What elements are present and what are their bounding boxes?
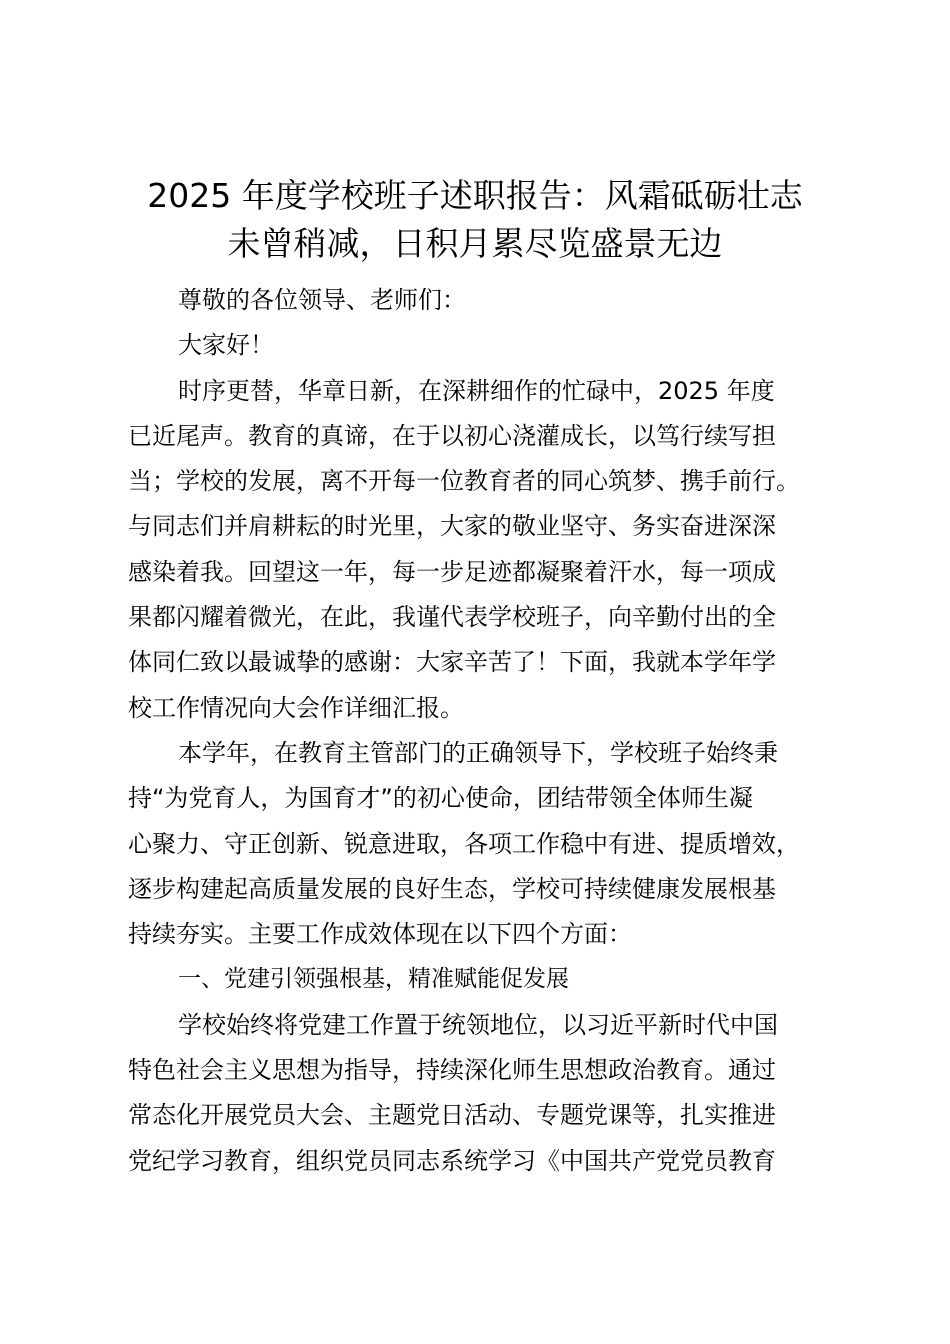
document-title: [110, 172, 840, 268]
document-body: [128, 278, 848, 1184]
greeting-line: 大家好！: [178, 331, 274, 360]
paragraph-line: 党纪学习教育，组织党员同志系统学习《中国共产党党员教育: [128, 1146, 776, 1175]
paragraph-line: 体同仁致以最诚挚的感谢：大家辛苦了！下面，我就本学年学: [128, 648, 776, 677]
paragraph-line: 本学年，在教育主管部门的正确领导下，学校班子始终秉: [178, 738, 778, 767]
section-heading: 一、党建引领强根基，精准赋能促发展: [178, 966, 569, 993]
title-line-2: 未曾稍减，日积月累尽览盛景无边: [227, 224, 723, 263]
paragraph-line: 学校始终将党建工作置于统领地位，以习近平新时代中国: [178, 1010, 778, 1039]
paragraph-line: 持续夯实。主要工作成效体现在以下四个方面：: [128, 920, 632, 949]
paragraph-line: 当；学校的发展，离不开每一位教育者的同心筑梦、携手前行。: [128, 467, 800, 496]
paragraph-line: 常态化开展党员大会、主题党日活动、专题党课等，扎实推进: [128, 1101, 776, 1130]
paragraph-line: 已近尾声。教育的真谛，在于以初心浇灌成长，以笃行续写担: [128, 421, 776, 450]
paragraph-line: 持“为党育人，为国育才”的初心使命，团结带领全体师生凝: [128, 784, 753, 813]
paragraph-line: 时序更替，华章日新，在深耕细作的忙碌中，2025 年度: [178, 376, 775, 405]
salutation-line: 尊敬的各位领导、老师们：: [178, 286, 466, 314]
paragraph-line: 感染着我。回望这一年，每一步足迹都凝聚着汗水，每一项成: [128, 557, 776, 586]
paragraph-line: 特色社会主义思想为指导，持续深化师生思想政治教育。通过: [128, 1056, 776, 1085]
paragraph-line: 心聚力、守正创新、锐意进取，各项工作稳中有进、提质增效，: [128, 829, 800, 858]
paragraph-line: 逐步构建起高质量发展的良好生态，学校可持续健康发展根基: [128, 874, 776, 903]
paragraph-line: 果都闪耀着微光，在此，我谨代表学校班子，向辛勤付出的全: [128, 603, 776, 632]
title-line-1: 2025 年度学校班子述职报告：风霜砥砺壮志: [147, 176, 803, 215]
paragraph-line: 与同志们并肩耕耘的时光里，大家的敬业坚守、务实奋进深深: [128, 512, 776, 541]
paragraph-line: 校工作情况向大会作详细汇报。: [128, 693, 464, 722]
